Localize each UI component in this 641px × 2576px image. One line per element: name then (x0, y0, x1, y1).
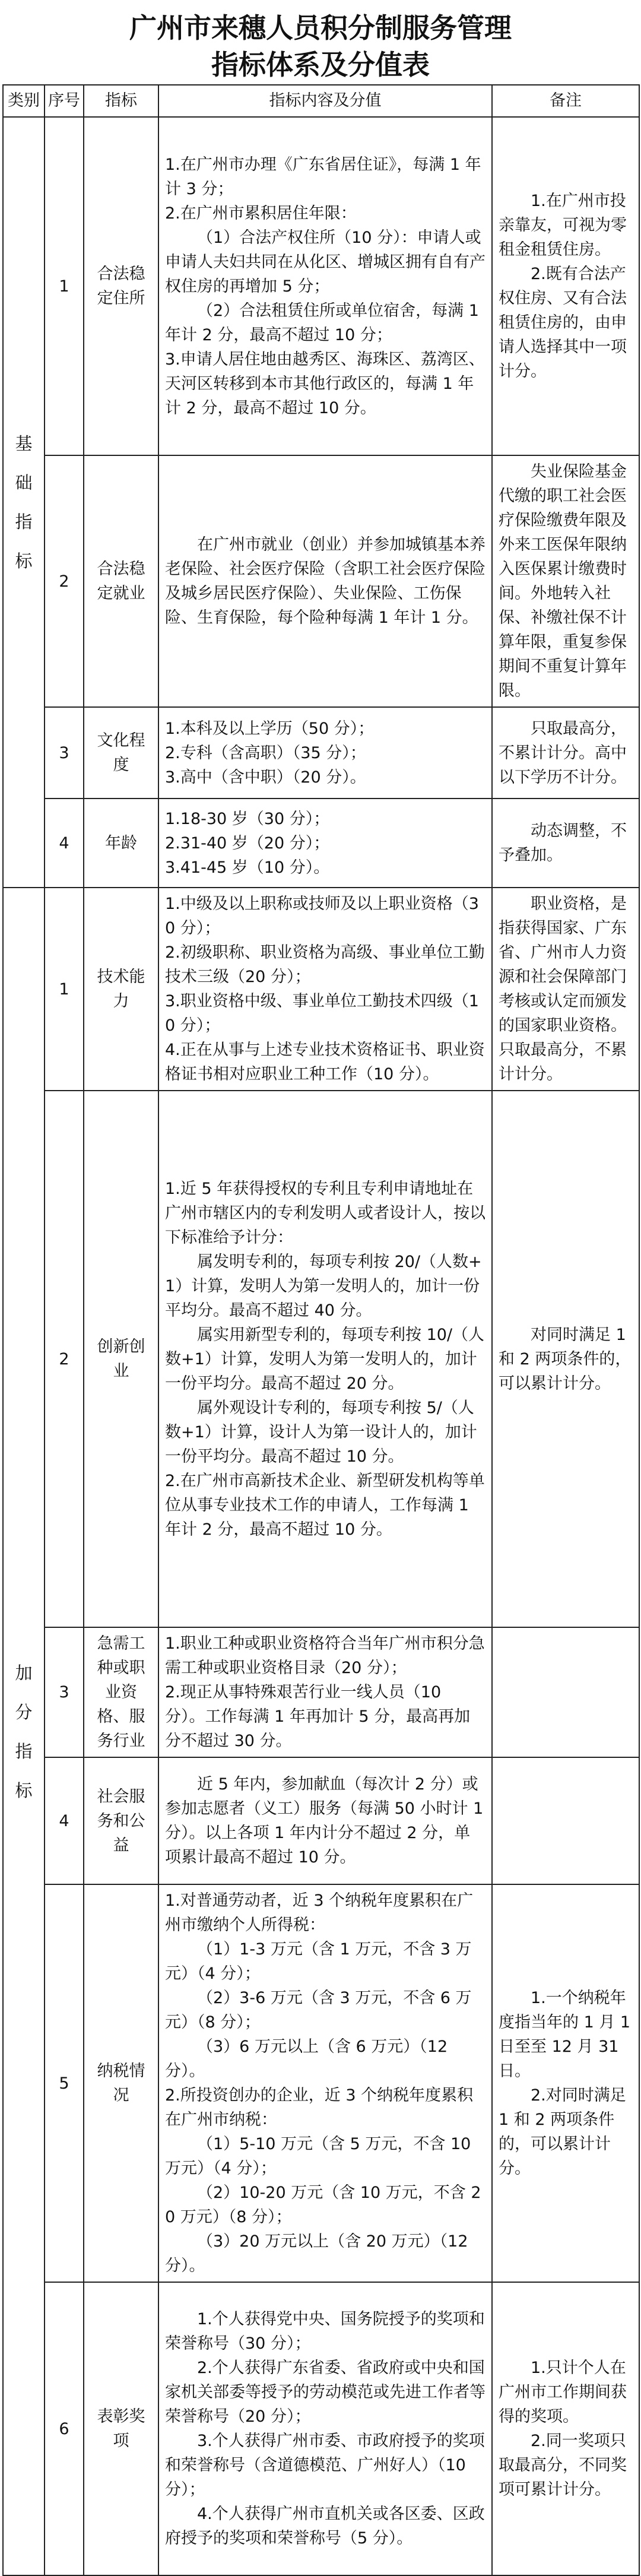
content-line: 近 5 年内，参加献血（每次计 2 分）或参加志愿者（义工）服务（每满 50 小时计 1 分）。以上各项 1 年内计分不超过 2 分，单项累计最高不超过 10 分。 (165, 1775, 484, 1867)
content-cell (158, 2282, 492, 2575)
table-row (3, 455, 639, 707)
title-line-2: 指标体系及分值表 (211, 49, 430, 81)
content-line: 属外观设计专利的，每项专利按 5/（人数+1）计算，设计人为第一设计人的，加计一份平均分。最高不超过 10 分。 (165, 1398, 477, 1466)
title-line-1: 广州市来穗人员积分制服务管理 (129, 12, 512, 44)
content-line: 在广州市就业（创业）并参加城镇基本养老保险、社会医疗保险（含职工社会医疗保险及城乡居民医疗保险）、失业保险、工伤保险、生育保险，每个险种每满 1 年计 1 分。 (165, 536, 485, 627)
content-line: 1.对普通劳动者，近 3 个纳税年度累积在广州市缴纳个人所得税： (165, 1891, 474, 1934)
content-line: 3.个人获得广州市委、市政府授予的奖项和荣誉称号（含道德模范、广州好人）（10 分）； (165, 2432, 485, 2499)
seq-cell: 3 (45, 1627, 84, 1757)
indicator-cell: 纳税情况 (84, 1884, 158, 2282)
note-cell (492, 707, 639, 799)
note-cell (492, 455, 639, 707)
content-line: （3）20 万元以上（含 20 万元）（12 分）。 (165, 2232, 468, 2275)
table-body (3, 117, 639, 2575)
seq-cell: 4 (45, 799, 84, 888)
content-cell (158, 888, 492, 1091)
seq-cell: 6 (45, 2282, 84, 2575)
header-seq: 序号 (45, 85, 84, 117)
table-row (3, 707, 639, 799)
content-line: 2.专科（含高职）（35 分）； (165, 743, 366, 762)
category-cell (3, 888, 45, 2575)
content-line: （1）合法产权住所（10 分）：申请人或申请人夫妇共同在从化区、增城区拥有自有产权住房的再增加 5 分； (165, 228, 485, 296)
table-row (3, 117, 639, 455)
content-line: 2.初级职称、职业资格为高级、事业单位工勤技术三级（20 分）； (165, 943, 485, 986)
content-line: 2.现正从事特殊艰苦行业一线人员（10 分）。工作每满 1 年再加计 5 分，最高再加分不超过 30 分。 (165, 1683, 471, 1750)
table-row (3, 1757, 639, 1884)
note-cell (492, 1757, 639, 1884)
content-line: 2.所投资创办的企业，近 3 个纳税年度累积在广州市纳税： (165, 2086, 474, 2129)
note-cell (492, 1884, 639, 2282)
content-line: 属实用新型专利的，每项专利按 10/（人数+1）计算，发明人为第一发明人的，加计一份平均分。最高不超过 20 分。 (165, 1325, 485, 1393)
content-line: 1.中级及以上职称或技师及以上职业资格（30 分）； (165, 895, 479, 937)
content-cell (158, 707, 492, 799)
header-category: 类别 (3, 85, 45, 117)
table-row (3, 2282, 639, 2575)
content-line: 1.在广州市办理《广东省居住证》，每满 1 年计 3 分； (165, 155, 481, 198)
content-line: 1.近 5 年获得授权的专利且专利申请地址在广州市辖区内的专利发明人或者设计人，按以下标准给予计分： (165, 1179, 485, 1247)
content-line: （2）3-6 万元（含 3 万元，不含 6 万元）（8 分）； (165, 1989, 472, 2032)
content-line: 2.在广州市高新技术企业、新型研发机构等单位从事专业技术工作的申请人，工作每满 1 年计 2 分，最高不超过 10 分。 (165, 1471, 485, 1539)
note-line: 1.一个纳税年度指当年的 1 月 1 日至至 12 月 31 日。 (499, 1989, 631, 2080)
seq-cell: 5 (45, 1884, 84, 2282)
content-cell (158, 1091, 492, 1627)
note-line: 失业保险基金代缴的职工社会医疗保险缴费年限及外来工医保年限纳入医保累计缴费时间。外地转入社保、补缴社保不计算年限，重复参保期间不重复计算年限。 (499, 462, 627, 700)
table-row (3, 1627, 639, 1757)
content-line: 1.本科及以上学历（50 分）； (165, 719, 375, 738)
note-line: 2.对同时满足 1 和 2 两项条件的，可以累计计分。 (499, 2086, 626, 2178)
note-cell (492, 117, 639, 455)
table-row (3, 799, 639, 888)
page-title (0, 0, 641, 83)
content-line: 2.31-40 岁（20 分）； (165, 834, 330, 853)
content-cell (158, 455, 492, 707)
note-line: 2.既有合法产权住房、又有合法租赁住房的，由申请人选择其中一项计分。 (499, 265, 627, 381)
note-line: 动态调整，不予叠加。 (499, 822, 627, 864)
content-line: （1）5-10 万元（含 5 万元，不含 10 万元）（4 分）； (165, 2135, 471, 2178)
header-indicator: 指标 (84, 85, 158, 117)
seq-cell: 4 (45, 1757, 84, 1884)
header-content: 指标内容及分值 (158, 85, 492, 117)
table-row (3, 1884, 639, 2282)
note-line: 职业资格，是指获得国家、广东省、广州市人力资源和社会保障部门考核或认定而颁发的国家职业资格。只取最高分，不累计计分。 (499, 895, 627, 1083)
content-line: 3.41-45 岁（10 分）。 (165, 858, 330, 877)
indicator-cell: 表彰奖项 (84, 2282, 158, 2575)
note-cell (492, 888, 639, 1091)
content-line: 3.申请人居住地由越秀区、海珠区、荔湾区、天河区转移到本市其他行政区的，每满 1 年计 2 分，最高不超过 10 分。 (165, 350, 485, 417)
content-line: 属发明专利的，每项专利按 20/（人数+1）计算，发明人为第一发明人的，加计一份平均分。最高不超过 40 分。 (165, 1252, 482, 1320)
content-line: 1.个人获得党中央、国务院授予的奖项和荣誉称号（30 分）； (165, 2310, 485, 2353)
seq-cell: 2 (45, 1091, 84, 1627)
content-cell (158, 1627, 492, 1757)
content-line: （1）1-3 万元（含 1 万元，不含 3 万元）（4 分）； (165, 1940, 472, 1983)
indicator-cell: 合法稳定就业 (84, 455, 158, 707)
content-line: 1.18-30 岁（30 分）； (165, 809, 330, 828)
content-cell (158, 799, 492, 888)
seq-cell: 3 (45, 707, 84, 799)
category-label: 基础指标 (15, 433, 33, 571)
note-line: 1.在广州市投亲靠友，可视为零租金租赁住房。 (499, 192, 627, 259)
note-line: 2.同一奖项只取最高分，不同奖项可累计计分。 (499, 2432, 627, 2499)
content-line: 2.个人获得广东省委、省政府或中央和国家机关部委等授予的劳动模范或先进工作者等荣誉称号（20 分）； (165, 2359, 485, 2426)
table-row (3, 888, 639, 1091)
content-line: 3.职业资格中级、事业单位工勤技术四级（10 分）； (165, 992, 479, 1035)
note-cell (492, 1091, 639, 1627)
content-line: 4.正在从事与上述专业技术资格证书、职业资格证书相对应职业工种工作（10 分）。 (165, 1041, 485, 1083)
note-line: 只取最高分，不累计计分。高中以下学历不计分。 (499, 719, 627, 787)
indicator-cell: 合法稳定住所 (84, 117, 158, 455)
indicator-cell: 急需工种或职业资格、服务行业 (84, 1627, 158, 1757)
content-line: 3.高中（含中职）（20 分）。 (165, 768, 366, 787)
content-cell (158, 1757, 492, 1884)
header-note: 备注 (492, 85, 639, 117)
category-label: 加分指标 (15, 1662, 33, 1801)
indicator-cell: 创新创业 (84, 1091, 158, 1627)
score-table (2, 84, 640, 2576)
content-cell (158, 1884, 492, 2282)
indicator-cell: 技术能力 (84, 888, 158, 1091)
indicator-cell: 年龄 (84, 799, 158, 888)
note-cell (492, 799, 639, 888)
note-cell (492, 2282, 639, 2575)
content-line: （2）合法租赁住所或单位宿舍，每满 1 年计 2 分，最高不超过 10 分； (165, 301, 479, 344)
category-cell (3, 117, 45, 888)
indicator-cell: 社会服务和公益 (84, 1757, 158, 1884)
content-line: （2）10-20 万元（含 10 万元，不含 20 万元）（8 分）； (165, 2184, 481, 2226)
table-header-row (3, 85, 639, 117)
content-cell (158, 117, 492, 455)
seq-cell: 1 (45, 117, 84, 455)
indicator-cell: 文化程度 (84, 707, 158, 799)
content-line: （3）6 万元以上（含 6 万元）（12 分）。 (165, 2038, 448, 2080)
seq-cell: 2 (45, 455, 84, 707)
content-line: 4.个人获得广州市直机关或各区委、区政府授予的奖项和荣誉称号（5 分）。 (165, 2505, 485, 2548)
table-row (3, 1091, 639, 1627)
content-line: 1.职业工种或职业资格符合当年广州市积分急需工种或职业资格目录（20 分）； (165, 1634, 485, 1677)
content-line: 2.在广州市累积居住年限： (165, 204, 357, 223)
note-line: 对同时满足 1 和 2 两项条件的，可以累计计分。 (499, 1325, 632, 1393)
seq-cell: 1 (45, 888, 84, 1091)
note-line: 1.只计个人在广州市工作期间获得的奖项。 (499, 2359, 627, 2426)
note-cell (492, 1627, 639, 1757)
